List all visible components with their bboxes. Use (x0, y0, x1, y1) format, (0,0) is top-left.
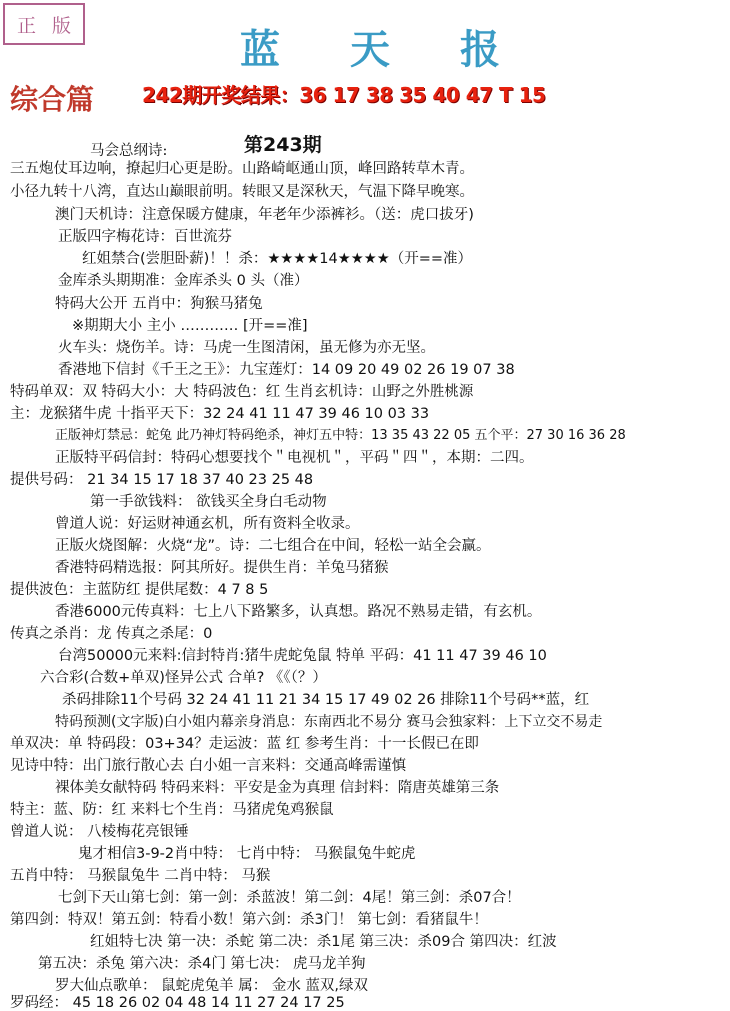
first-hand-info: 第一手欲钱料： 欲钱买全身白毛动物 (90, 494, 327, 510)
results-banner: 242期开奖结果：36 17 38 35 40 47 T 15 (142, 83, 546, 107)
train-head-line: 火车头：烧伤羊。诗：马虎一生图清闲，虽无修为亦无坚。 (58, 340, 435, 356)
luo-code-scripture: 罗码经： 45 18 26 02 04 48 14 11 27 24 17 25 (10, 995, 345, 1011)
genuine-edition-badge (3, 3, 85, 45)
magic-lamp-line: 正版神灯禁忌：蛇兔 此乃神灯特码绝杀，神灯五中特：13 35 43 22 05 五个平：27 30 16 36 28 (55, 428, 626, 443)
hk-envelope-line: 香港地下信封《千王之王》：九宝莲灯：14 09 20 49 02 26 19 07 38 (58, 362, 515, 378)
fax-kill-line: 传真之杀肖：龙 传真之杀尾：0 (10, 626, 213, 642)
taiwan-50000-line: 台湾50000元来料:信封特肖:猪牛虎蛇兔鼠 特单 平码：41 11 47 39 46 10 (58, 648, 547, 664)
odd-even-line: 特码单双：双 特码大小：大 特码波色：红 生肖玄机诗：山野之外胜桃源 (10, 384, 474, 400)
special-five-zodiac: 特码大公开 五肖中：狗猴马猪兔 (55, 296, 263, 312)
see-poem-line: 见诗中特：出门旅行散心去 白小姐一言来料：交通高峰需谨慎 (10, 758, 407, 774)
fax-6000-line: 香港6000元传真料：七上八下路繁多，认真想。路况不熟易走错，有玄机。 (55, 604, 542, 620)
hk-selection-line: 香港特码精选报：阿其所好。提供生肖：羊兔马猪猴 (55, 560, 389, 576)
zeng-says-2: 曾道人说： 八棱梅花亮银锤 (10, 824, 189, 840)
poem-line-2: 小径九转十八湾，直达山巅眼前明。转眼又是深秋天，气温下降早晚寒。 (10, 184, 474, 200)
zeng-says-1: 曾道人说：好运财神通玄机，所有资料全收录。 (55, 516, 360, 532)
plum-poem: 正版四字梅花诗：百世流芬 (58, 229, 232, 245)
provided-numbers: 提供号码： 21 34 15 17 18 37 40 23 25 48 (10, 472, 314, 488)
seven-swords-line-2: 第四剑：特双！第五剑：特看小数！第六剑：杀3门！ 第七剑：看猪鼠牛！ (10, 912, 488, 928)
macau-poem: 澳门天机诗：注意保暖方健康，年老年少添裤衫。（送：虎口拔牙) (55, 207, 474, 223)
luo-song-list: 罗大仙点歌单： 鼠蛇虎兔羊 属： 金水 蓝双,绿双 (55, 978, 369, 994)
section-title: 综合篇 (10, 83, 95, 116)
exclude-numbers-line: 杀码排除11个号码 32 24 41 11 21 34 15 17 49 02 26 排除11个号码**蓝，红 (62, 692, 590, 708)
red-sister-seven-1: 红姐特七决 第一决：杀蛇 第二决：杀1尾 第三决：杀09合 第四决：红波 (90, 934, 557, 950)
ghost-zodiac-line: 鬼才相信3-9-2肖中特： 七肖中特： 马猴鼠兔牛蛇虎 (78, 846, 416, 862)
flat-code-envelope: 正版特平码信封：特码心想要找个＂电视机＂，平码＂四＂，本期：二四。 (55, 450, 534, 466)
badge-char-1: 正 (16, 14, 36, 37)
formula-line: 六合彩(合数+单双)怪异公式 合单? 《《（？） (40, 670, 327, 686)
masthead-char-3: 报 (460, 26, 500, 73)
text-forecast-line: 特码预测(文字版)白小姐内幕亲身消息：东南西北不易分 赛马会独家料：上下立交不易走 (55, 714, 603, 730)
special-code-source: 裸体美女献特码 特码来料：平安是金为真理 信封料：隋唐英雄第三条 (55, 780, 500, 796)
masthead-title (240, 18, 500, 73)
main-color-line: 特主：蓝、防：红 来料七个生肖：马猪虎兔鸡猴鼠 (10, 802, 334, 818)
red-sister-kill: 红姐禁合(尝胆卧薪)！！杀：★★★★14★★★★（开==准） (82, 251, 473, 267)
masthead-char-2: 天 (350, 26, 390, 73)
red-sister-seven-2: 第五决：杀兔 第六决：杀4门 第七决： 虎马龙羊狗 (38, 956, 366, 972)
main-zodiac-line: 主：龙猴猪牛虎 十指平天下：32 24 41 11 47 39 46 10 03 33 (10, 406, 430, 422)
issue-number: 第243期 (244, 134, 322, 156)
vault-kill-head: 金库杀头期期准：金库杀头 0 头（准） (58, 273, 309, 289)
big-small-line: ※期期大小 主小 ………… [开==准] (72, 318, 308, 334)
fire-chart-line: 正版火烧图解：火烧“龙”。诗：二七组合在中间，轻松一站全会赢。 (55, 538, 491, 554)
five-zodiac-line: 五肖中特： 马猴鼠兔牛 二肖中特： 马猴 (10, 868, 271, 884)
provided-colors: 提供波色：主蓝防红 提供尾数：4 7 8 5 (10, 582, 269, 598)
masthead-char-1: 蓝 (240, 26, 280, 73)
single-double-line: 单双决：单 特码段：03+34？走运波：蓝 红 参考生肖：十一长假已在即 (10, 736, 479, 752)
seven-swords-line-1: 七剑下天山第七剑：第一剑：杀蓝波！第二剑：4尾！第三剑：杀07合！ (58, 890, 521, 906)
badge-char-2: 版 (51, 14, 71, 37)
master-poem-label: 马会总纲诗: (90, 143, 168, 159)
poem-line-1: 三五炮仗耳边响，撩起归心更是盼。山路崎岖通山顶，峰回路转草木青。 (10, 161, 474, 177)
